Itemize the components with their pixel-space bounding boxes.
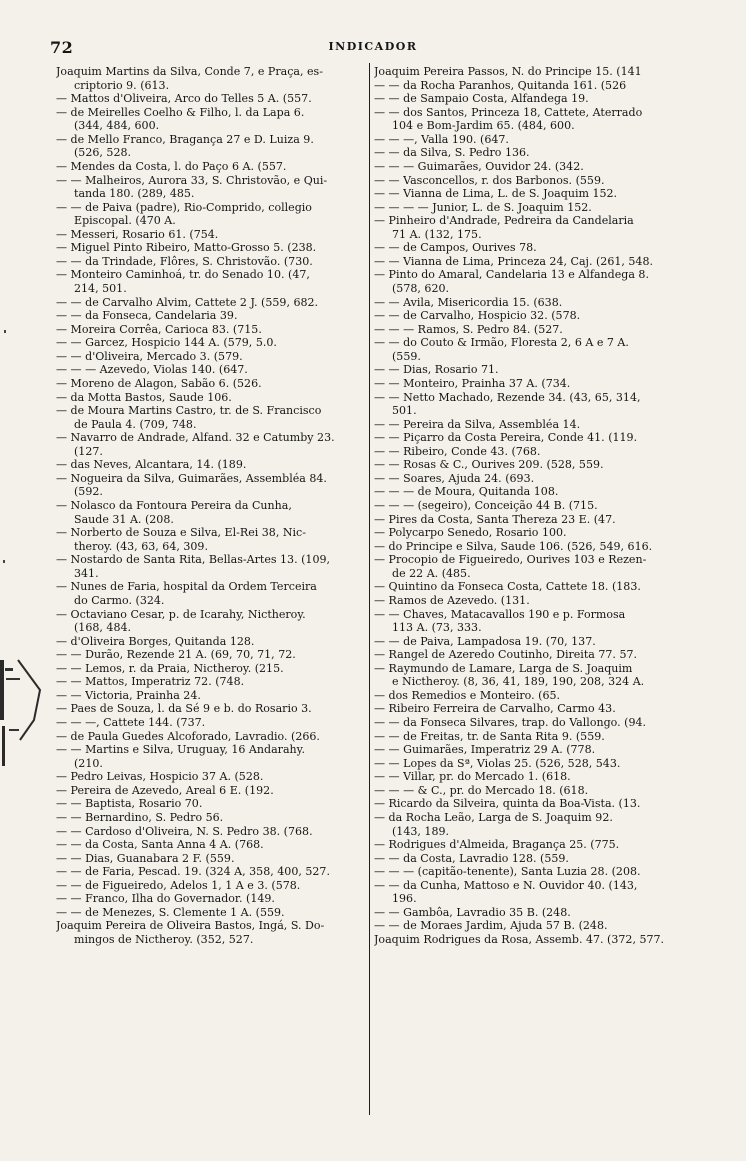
binding-edge-marks <box>0 0 60 1161</box>
directory-line: — Pinheiro d'Andrade, Pedreira da Candelaria <box>374 214 634 228</box>
directory-line: 196. <box>392 892 417 906</box>
directory-line: — das Neves, Alcantara, 14. (189. <box>56 458 247 472</box>
directory-line: — — da Costa, Lavradio 128. (559. <box>374 851 569 865</box>
directory-line: tanda 180. (289, 485. <box>74 187 195 201</box>
directory-line: 71 A. (132, 175. <box>392 227 482 241</box>
directory-line: — — Lemos, r. da Praia, Nictheroy. (215. <box>56 661 284 675</box>
directory-line: — — Durão, Rezende 21 A. (69, 70, 71, 72. <box>56 648 296 662</box>
directory-line: — — Dias, Guanabara 2 F. (559. <box>56 851 235 865</box>
directory-line: — — Dias, Rosario 71. <box>374 363 499 377</box>
directory-line: Joaquim Martins da Silva, Conde 7, e Praça, es- <box>56 65 323 78</box>
directory-line: — — — & C., pr. do Mercado 18. (618. <box>374 783 589 797</box>
directory-line: — — de Carvalho Alvim, Cattete 2 J. (559, 682. <box>56 295 319 309</box>
directory-line: (559. <box>392 349 421 363</box>
directory-line: — — Ribeiro, Conde 43. (768. <box>374 444 541 458</box>
directory-line: — Nolasco da Fontoura Pereira da Cunha, <box>56 499 292 512</box>
directory-line: de 22 A. (485. <box>392 566 471 580</box>
directory-line: — — de Faria, Pescad. 19. (324 A, 358, 400, 527. <box>56 865 330 879</box>
directory-line: — Ricardo da Silveira, quinta da Boa-Vista. (13. <box>374 797 641 811</box>
directory-line: — Pereira de Azevedo, Areal 6 E. (192. <box>56 783 274 797</box>
directory-line: — Moreira Corrêa, Carioca 83. (715. <box>56 322 262 336</box>
page-number: 72 <box>50 38 74 57</box>
directory-line: mingos de Nictheroy. (352, 527. <box>74 933 254 946</box>
directory-line: — Moreno de Alagon, Sabão 6. (526. <box>56 376 262 390</box>
directory-line: — de Moura Martins Castro, tr. de S. Francisco <box>56 404 322 418</box>
directory-line: — Norberto de Souza e Silva, El-Rei 38, Nic- <box>56 526 306 540</box>
directory-line: — — Piçarro da Costa Pereira, Conde 41. (119. <box>374 431 638 445</box>
directory-line: — — Cardoso d'Oliveira, N. S. Pedro 38. (768. <box>56 824 313 838</box>
directory-line: — — Guimarães, Imperatriz 29 A. (778. <box>374 743 596 757</box>
directory-line: — — de Sampaio Costa, Alfandega 19. <box>374 92 589 106</box>
directory-line: — Messeri, Rosario 61. (754. <box>56 227 219 241</box>
directory-line: — — Franco, Ilha do Governador. (149. <box>56 892 275 906</box>
directory-line: — Pires da Costa, Santa Thereza 23 E. (47. <box>374 512 616 526</box>
directory-line: — — dos Santos, Princeza 18, Cattete, Aterrado <box>374 105 643 119</box>
directory-line: — — da Silva, S. Pedro 136. <box>374 146 530 160</box>
directory-line: — — —, Valla 190. (647. <box>374 132 509 146</box>
directory-line: — Navarro de Andrade, Alfand. 32 e Catumby 23. <box>56 431 335 445</box>
directory-line: 501. <box>392 404 417 418</box>
column-divider <box>369 63 370 1115</box>
directory-line: Episcopal. (470 A. <box>74 214 176 228</box>
directory-line: — Miguel Pinto Ribeiro, Matto-Grosso 5. (238. <box>56 241 317 255</box>
directory-line: — — Mattos, Imperatriz 72. (748. <box>56 675 245 689</box>
directory-line: — — — (capitão-tenente), Santa Luzia 28. (208. <box>374 865 641 879</box>
directory-line: — Mendes da Costa, l. do Paço 6 A. (557. <box>56 159 287 173</box>
directory-line: — Rangel de Azeredo Coutinho, Direita 77. 57. <box>374 648 638 662</box>
directory-line: — — Pereira da Silva, Assembléa 14. <box>374 417 581 431</box>
directory-line: — — Netto Machado, Rezende 34. (43, 65, 314, <box>374 390 641 404</box>
right-column <box>374 65 734 947</box>
directory-line: — — Vasconcellos, r. dos Barbonos. (559. <box>374 173 605 187</box>
directory-line: — Octaviano Cesar, p. de Icarahy, Nictheroy. <box>56 607 306 621</box>
directory-line: (578, 620. <box>392 282 450 295</box>
directory-line: — — da Cunha, Mattoso e N. Ouvidor 40. (143, <box>374 878 638 892</box>
directory-line: — — Lopes da Sª, Violas 25. (526, 528, 543. <box>374 756 621 770</box>
directory-line: 113 A. (73, 333. <box>392 621 482 635</box>
directory-line: — Ramos de Azevedo. (131. <box>374 593 530 607</box>
directory-line: — — — Ramos, S. Pedro 84. (527. <box>374 322 563 336</box>
directory-line: — — de Moraes Jardim, Ajuda 57 B. (248. <box>374 919 608 933</box>
directory-line: — Procopio de Figueiredo, Ourives 103 e Rezen- <box>374 553 647 567</box>
directory-line: do Carmo. (324. <box>74 593 165 607</box>
directory-line: — — da Rocha Paranhos, Quitanda 161. (526 <box>374 78 627 92</box>
directory-line: (143, 189. <box>392 824 450 838</box>
directory-line: — — Malheiros, Aurora 33, S. Christovão, e Qui- <box>56 173 328 187</box>
directory-line: — Ribeiro Ferreira de Carvalho, Carmo 43. <box>374 702 616 716</box>
directory-line: — — Rosas & C., Ourives 209. (528, 559. <box>374 458 604 472</box>
directory-line: — — Avila, Misericordia 15. (638. <box>374 295 563 309</box>
directory-line: (526, 528. <box>74 146 132 160</box>
directory-line: — do Principe e Silva, Saude 106. (526, 549, 616. <box>374 539 653 553</box>
running-head: INDICADOR <box>328 40 418 53</box>
directory-line: Saude 31 A. (208. <box>74 512 174 526</box>
directory-line: — — de Paiva (padre), Rio-Comprido, collegio <box>56 200 312 214</box>
directory-line: — Mattos d'Oliveira, Arco do Telles 5 A. (557. <box>56 92 312 106</box>
directory-line: — — —, Cattete 144. (737. <box>56 716 206 729</box>
directory-line: — — Soares, Ajuda 24. (693. <box>374 471 535 485</box>
directory-line: — — d'Oliveira, Mercado 3. (579. <box>56 349 243 363</box>
directory-line: — — de Menezes, S. Clemente 1 A. (559. <box>56 905 285 919</box>
directory-line: — — Villar, pr. do Mercado 1. (618. <box>374 770 571 784</box>
directory-line: — d'Oliveira Borges, Quitanda 128. <box>56 634 255 648</box>
directory-line: Joaquim Rodrigues da Rosa, Assemb. 47. (372, 577. <box>374 933 665 946</box>
directory-line: — Rodrigues d'Almeida, Bragança 25. (775. <box>374 838 620 852</box>
directory-line: — — Vianna de Lima, Princeza 24, Caj. (261, 548. <box>374 254 654 268</box>
left-column <box>56 65 368 947</box>
directory-line: — Pedro Leivas, Hospicio 37 A. (528. <box>56 770 264 784</box>
directory-line: — — Bernardino, S. Pedro 56. <box>56 810 224 824</box>
directory-line: — — Garcez, Hospicio 144 A. (579, 5.0. <box>56 336 277 350</box>
directory-line: — — de Carvalho, Hospicio 32. (578. <box>374 309 581 323</box>
directory-line: (592. <box>74 485 103 499</box>
directory-line: — — do Couto & Irmão, Floresta 2, 6 A e 7 A. <box>374 336 629 350</box>
directory-line: — — Baptista, Rosario 70. <box>56 797 203 811</box>
directory-line: — de Mello Franco, Bragança 27 e D. Luiza 9. <box>56 132 314 146</box>
directory-line: de Paula 4. (709, 748. <box>74 417 197 431</box>
directory-line: — — — de Moura, Quitanda 108. <box>374 485 559 499</box>
directory-line: criptorio 9. (613. <box>74 78 170 92</box>
directory-line: — — — Guimarães, Ouvidor 24. (342. <box>374 159 584 173</box>
directory-line: Joaquim Pereira de Oliveira Bastos, Ingá, S. Do- <box>56 919 325 933</box>
directory-line: — — Martins e Silva, Uruguay, 16 Andarahy. <box>56 743 305 757</box>
directory-line: — dos Remedios e Monteiro. (65. <box>374 688 561 702</box>
directory-line: Joaquim Pereira Passos, N. do Principe 15. (141 <box>374 65 642 78</box>
directory-line: theroy. (43, 63, 64, 309. <box>74 539 208 553</box>
directory-line: — — de Freitas, tr. de Santa Rita 9. (559. <box>374 729 605 743</box>
directory-line: e Nictheroy. (8, 36, 41, 189, 190, 208, 324 A. <box>392 675 645 689</box>
directory-line: — — Monteiro, Prainha 37 A. (734. <box>374 376 571 390</box>
directory-line: — — de Paiva, Lampadosa 19. (70, 137. <box>374 634 596 648</box>
directory-line: — — de Figueiredo, Adelos 1, 1 A e 3. (578. <box>56 878 301 892</box>
directory-line: 341. <box>74 566 99 580</box>
directory-line: 214, 501. <box>74 282 127 295</box>
directory-line: (344, 484, 600. <box>74 119 160 133</box>
directory-line: — — — (segeiro), Conceição 44 B. (715. <box>374 499 598 512</box>
directory-line: (210. <box>74 756 103 770</box>
directory-line: — Paes de Souza, l. da Sé 9 e b. do Rosario 3. <box>56 702 312 716</box>
directory-line: — — de Campos, Ourives 78. <box>374 241 537 255</box>
directory-line: — — — Azevedo, Violas 140. (647. <box>56 363 248 377</box>
directory-line: (168, 484. <box>74 621 132 635</box>
directory-line: — — Gambôa, Lavradio 35 B. (248. <box>374 905 571 919</box>
directory-line: — Nunes de Faria, hospital da Ordem Terceira <box>56 580 317 594</box>
directory-line: — — da Trindade, Flôres, S. Christovão. (730. <box>56 254 313 268</box>
directory-line: — Nogueira da Silva, Guimarães, Assembléa 84. <box>56 471 327 485</box>
directory-line: — Raymundo de Lamare, Larga de S. Joaquim <box>374 661 633 675</box>
directory-line: — Quintino da Fonseca Costa, Cattete 18. (183. <box>374 580 641 594</box>
directory-line: — Monteiro Caminhoá, tr. do Senado 10. (47, <box>56 268 310 282</box>
directory-line: — — Chaves, Matacavallos 190 e p. Formosa <box>374 607 626 621</box>
directory-line: — Polycarpo Senedo, Rosario 100. <box>374 526 567 540</box>
directory-line: — — — — Junior, L. de S. Joaquim 152. <box>374 200 592 214</box>
directory-line: — — da Fonseca Silvares, trap. do Vallongo. (94. <box>374 716 647 729</box>
directory-line: — — Vianna de Lima, L. de S. Joaquim 152. <box>374 187 618 201</box>
directory-line: — — Victoria, Prainha 24. <box>56 688 201 702</box>
directory-line: 104 e Bom-Jardim 65. (484, 600. <box>392 119 575 133</box>
directory-line: (127. <box>74 444 103 458</box>
directory-line: — de Paula Guedes Alcoforado, Lavradio. (266. <box>56 729 320 743</box>
directory-line: — da Motta Bastos, Saude 106. <box>56 390 232 404</box>
directory-line: — Nostardo de Santa Rita, Bellas-Artes 13. (109, <box>56 553 331 567</box>
directory-line: — da Rocha Leão, Larga de S. Joaquim 92. <box>374 810 613 824</box>
directory-line: — de Meirelles Coelho & Filho, l. da Lapa 6. <box>56 105 305 119</box>
directory-line: — — da Costa, Santa Anna 4 A. (768. <box>56 838 264 852</box>
directory-line: — Pinto do Amaral, Candelaria 13 e Alfandega 8. <box>374 268 649 282</box>
directory-line: — — da Fonseca, Candelaria 39. <box>56 309 238 323</box>
